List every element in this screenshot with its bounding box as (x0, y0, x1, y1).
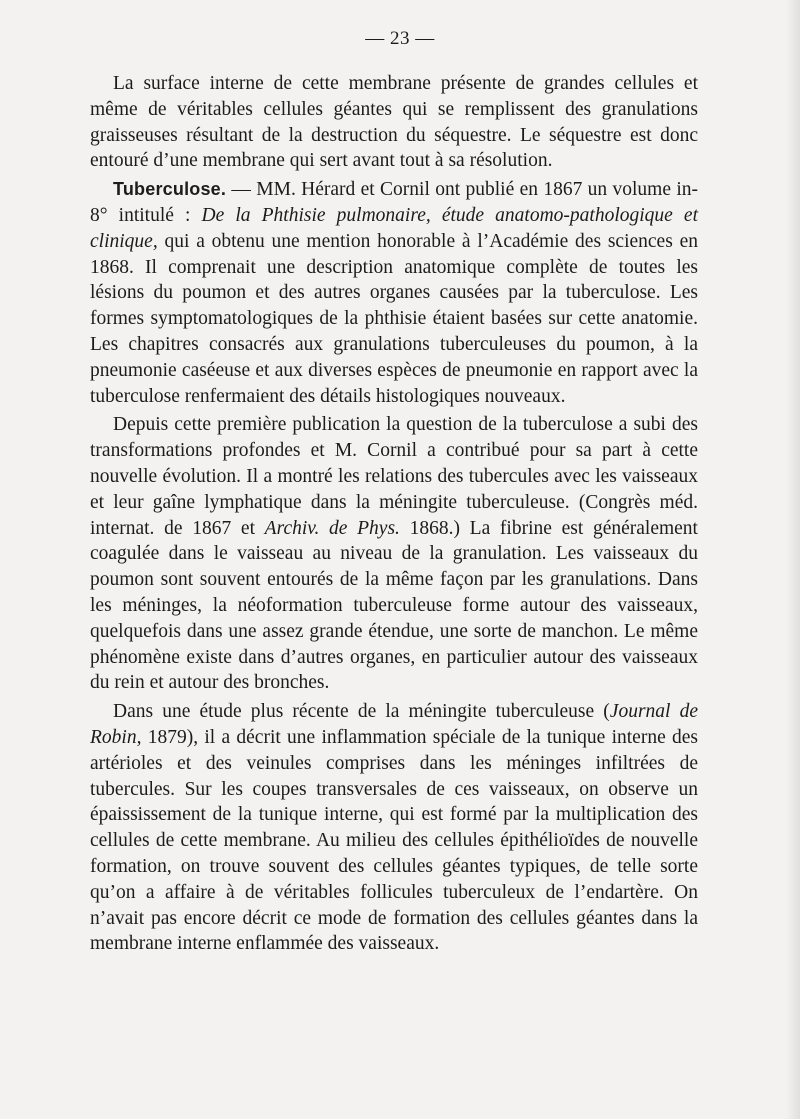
page-edge-shadow (786, 0, 800, 1119)
paragraph-meningite-text-b: 1879), il a décrit une inflammation spéciale de la tunique interne des artérioles et des veinules comprises dans les méninges infiltrées de tubercules. Sur les coupes transversales de ces vaisseaux, on observe un épaississement de la tunique interne, qui est formé par la multiplication des cellules de cette membrane. Au milieu des cellules épithélioïdes de nouvelle formation, on trouve souvent des cellules géantes typiques, de telle sorte qu’on a affaire à de véritables follicules tuberculeux de l’endartère. On n’avait pas encore décrit ce mode de formation des cellules géantes dans la membrane interne enflammée des vaisseaux. (90, 726, 698, 955)
paragraph-meningite-text-a: Dans une étude plus récente de la méningite tuberculeuse ( (113, 701, 610, 723)
paragraph-membrane: La surface interne de cette membrane présente de grandes cellules et même de véritables cellules géantes qui se remplissent des granulations graisseuses résultant de la destruction du séquestre. Le séquestre est donc entouré d’une membrane qui sert avant tout à sa résolution. (90, 73, 698, 172)
book-title-italic: De la Phthisie pulmonaire, étude anatomo-pathologique et clinique, (90, 204, 698, 252)
journal-robin-italic: Journal de Robin, (90, 701, 698, 748)
paragraph-cornil-text-b: 1868.) La fibrine est généralement coagulée dans le vaisseau au niveau de la granulation. Les vaisseaux du poumon sont souvent entourés de la même façon par les granulations. Dans les méninges, la néoformation tuberculeuse forme autour des vaisseaux, quelquefois dans une assez grande étendue, une sorte de manchon. Le même phénomène existe dans d’autres organes, en particulier autour des vaisseaux du rein et autour des bronches. (90, 517, 698, 694)
page-number: — 23 — (365, 28, 435, 49)
body-text (90, 71, 698, 957)
paragraph-cornil-evolution (90, 412, 698, 696)
paragraph-tuberculose-text-b: qui a obtenu une mention honorable à l’Académie des sciences en 1868. Il comprenait une description anatomique complète de toutes les lésions du poumon et des autres organes causées par la tuberculose. Les formes symptomatologiques de la phthisie étaient basées sur cette anatomie. Les chapitres consacrés aux granulations tuberculeuses du poumon, à la pneumonie caséeuse et aux diverses espèces de pneumonie en rapport avec la tuberculose renfermaient des détails histologiques nouveaux. (90, 230, 698, 407)
paragraph-meningite (90, 699, 698, 957)
paragraph-tuberculose-text-a: — MM. Hérard et Cornil ont publié en 1867 un volume in-8° intitulé : (90, 179, 698, 226)
paragraph-tuberculose (90, 177, 698, 409)
journal-archiv-italic: Archiv. de Phys. (264, 517, 400, 539)
section-heading-tuberculose: Tuberculose. (113, 179, 227, 200)
paragraph-cornil-text-a: Depuis cette première publication la question de la tuberculose a subi des transformations profondes et M. Cornil a contribué pour sa part à cette nouvelle évolution. Il a montré les relations des tubercules avec les vaisseaux et leur gaîne lymphatique dans la méningite tuberculeuse. (Congrès méd. internat. de 1867 et (90, 414, 698, 539)
